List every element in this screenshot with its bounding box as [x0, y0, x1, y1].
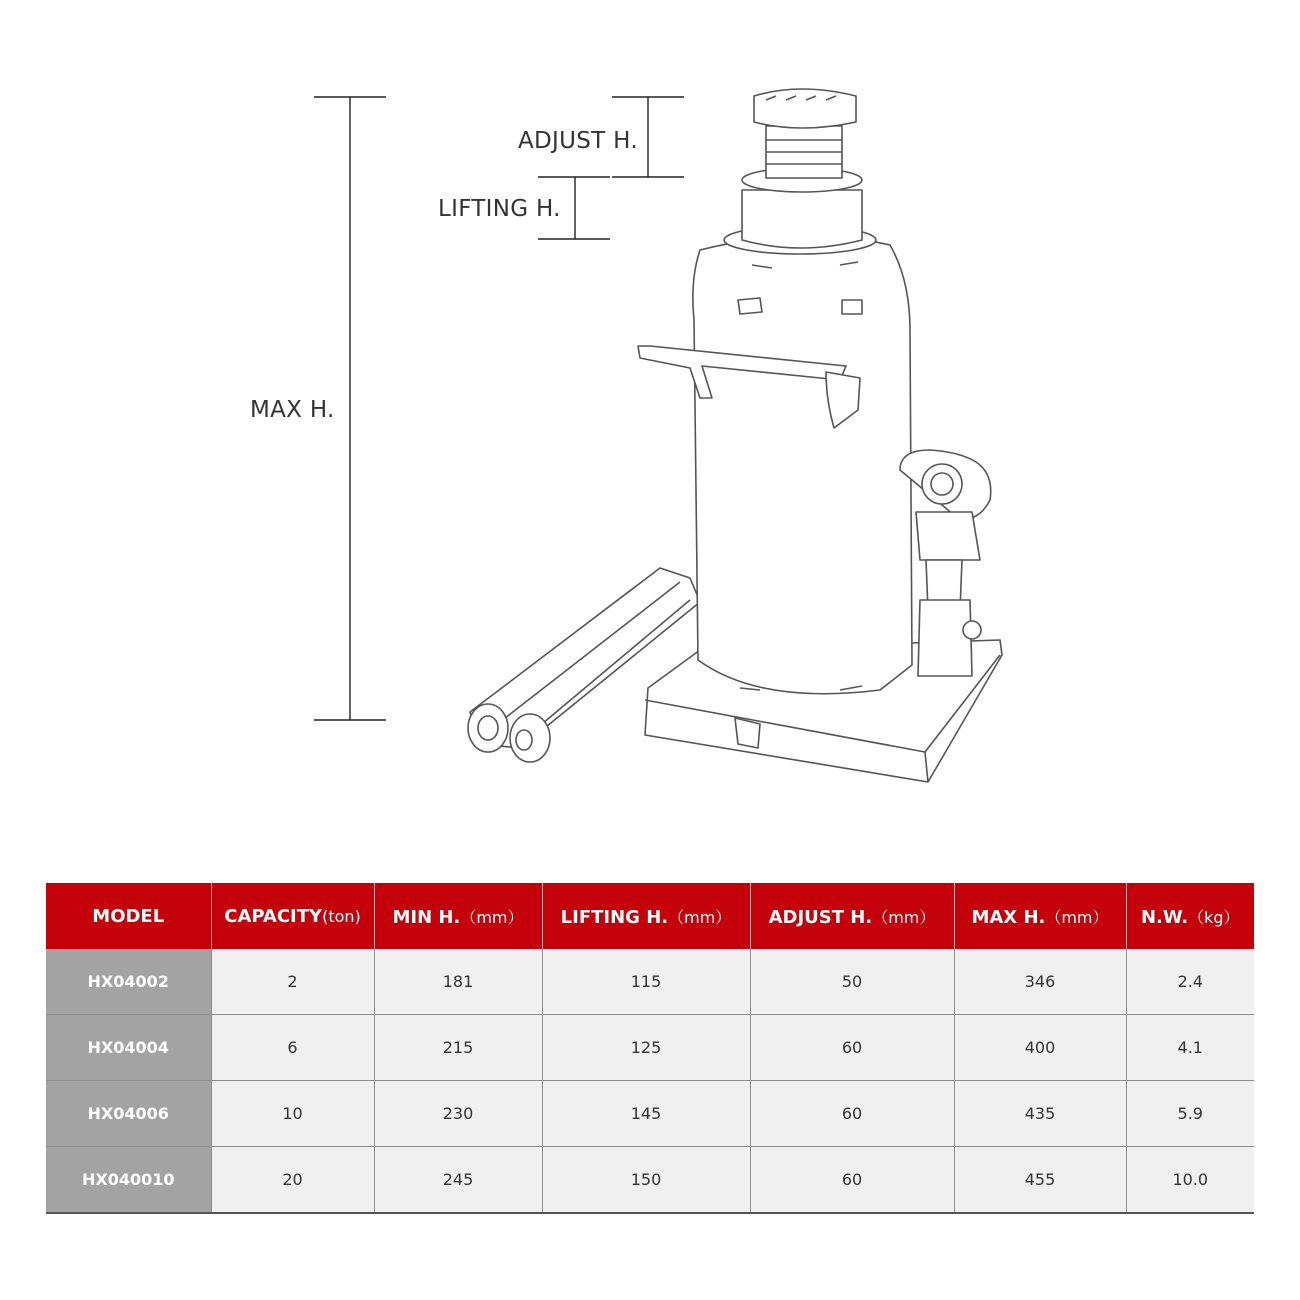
lifting-height-label: LIFTING H.: [438, 196, 561, 222]
column-header-label: MIN H.: [392, 906, 461, 928]
column-header-unit: （mm）: [668, 907, 732, 927]
table-cell: 20: [211, 1147, 374, 1214]
table-cell: 145: [542, 1081, 750, 1147]
column-header: [211, 883, 374, 949]
table-cell: 215: [374, 1015, 542, 1081]
column-header: [750, 883, 954, 949]
column-header: [46, 883, 211, 949]
column-header-unit: （mm）: [460, 907, 524, 927]
table-row: [46, 1015, 1254, 1081]
model-cell: HX04004: [46, 1015, 211, 1081]
table-cell: 60: [750, 1081, 954, 1147]
table-row: [46, 1147, 1254, 1214]
table-cell: 60: [750, 1147, 954, 1214]
cylinder-body: [693, 226, 912, 694]
table-cell: 4.1: [1126, 1015, 1254, 1081]
column-header-label: LIFTING H.: [560, 906, 669, 928]
table-cell: 125: [542, 1015, 750, 1081]
spec-table: [46, 883, 1254, 1214]
column-header: [542, 883, 750, 949]
table-cell: 10.0: [1126, 1147, 1254, 1214]
max-height-label: MAX H.: [250, 397, 335, 423]
column-header: [374, 883, 542, 949]
table-cell: 50: [750, 949, 954, 1015]
table-cell: 5.9: [1126, 1081, 1254, 1147]
column-header-label: N.W.: [1140, 906, 1189, 928]
adjust-height-label: ADJUST H.: [518, 128, 638, 154]
model-cell: HX040010: [46, 1147, 211, 1214]
table-row: [46, 949, 1254, 1015]
table-cell: 230: [374, 1081, 542, 1147]
ram-and-screw: [742, 89, 862, 248]
table-body: [46, 949, 1254, 1213]
table-cell: 455: [954, 1147, 1126, 1214]
table-cell: 2: [211, 949, 374, 1015]
column-header-label: MAX H.: [971, 906, 1046, 928]
column-header-unit: (ton): [322, 906, 361, 926]
table-cell: 245: [374, 1147, 542, 1214]
column-header-unit: （kg）: [1188, 907, 1240, 927]
table-cell: 150: [542, 1147, 750, 1214]
model-cell: HX04006: [46, 1081, 211, 1147]
column-header-unit: （mm）: [872, 907, 936, 927]
column-header-unit: （mm）: [1045, 907, 1109, 927]
table-cell: 346: [954, 949, 1126, 1015]
table-row: [46, 1081, 1254, 1147]
table-cell: 10: [211, 1081, 374, 1147]
table-cell: 115: [542, 949, 750, 1015]
table-cell: 60: [750, 1015, 954, 1081]
table-cell: 6: [211, 1015, 374, 1081]
table-cell: 181: [374, 949, 542, 1015]
table-cell: 435: [954, 1081, 1126, 1147]
column-header-label: ADJUST H.: [768, 906, 873, 928]
table-cell: 400: [954, 1015, 1126, 1081]
model-cell: HX04002: [46, 949, 211, 1015]
column-header-label: CAPACITY: [224, 905, 323, 927]
column-header: [1126, 883, 1254, 949]
table-header-row: [46, 883, 1254, 949]
column-header-label: MODEL: [92, 905, 165, 927]
table-cell: 2.4: [1126, 949, 1254, 1015]
column-header: [954, 883, 1126, 949]
